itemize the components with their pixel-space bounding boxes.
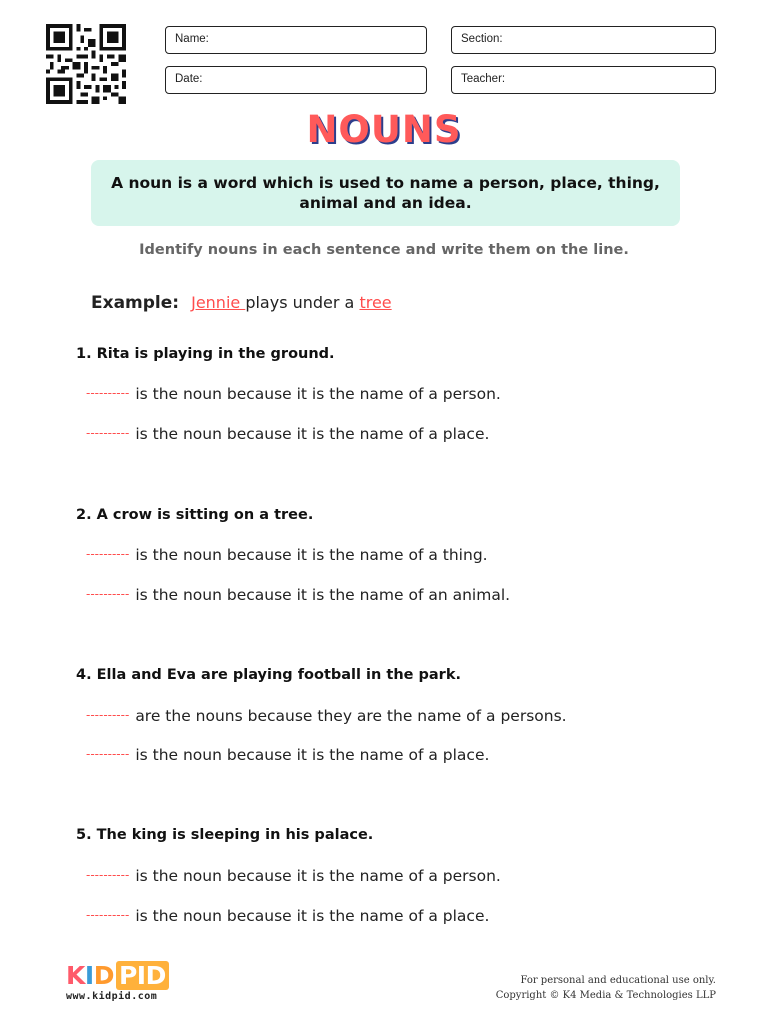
answer-line-text: is the noun because it is the name of an animal. [135, 586, 511, 604]
page-title: NOUNS [306, 108, 462, 151]
answer-line-text: is the noun because it is the name of a place. [135, 907, 490, 925]
answer-line-text: is the noun because it is the name of a person. [135, 385, 501, 403]
answer-line[interactable] [86, 586, 510, 604]
answer-line[interactable] [86, 425, 489, 443]
answer-blank[interactable]: ---------- [86, 547, 130, 561]
usage-note: For personal and educational use only. [520, 975, 716, 986]
date-field[interactable]: Date: [165, 66, 427, 94]
answer-line-text: are the nouns because they are the name of a persons. [135, 707, 567, 725]
answer-line[interactable] [86, 746, 489, 764]
answer-blank[interactable]: ---------- [86, 708, 130, 722]
definition-box: A noun is a word which is used to name a person, place, thing, animal and an idea. [91, 160, 680, 226]
answer-blank[interactable]: ---------- [86, 747, 130, 761]
answer-blank[interactable]: ---------- [86, 908, 130, 922]
section-field[interactable]: Section: [451, 26, 716, 54]
answer-line[interactable] [86, 707, 567, 725]
example-answer-tree: tree [359, 293, 392, 312]
copyright-note: Copyright © K4 Media & Technologies LLP [495, 990, 716, 1001]
question-4: 4. Ella and Eva are playing football in the park. [76, 667, 461, 683]
answer-blank[interactable]: ---------- [86, 868, 130, 882]
teacher-field[interactable]: Teacher: [451, 66, 716, 94]
answer-line-text: is the noun because it is the name of a place. [135, 746, 490, 764]
answer-line[interactable] [86, 546, 488, 564]
answer-line-text: is the noun because it is the name of a thing. [135, 546, 488, 564]
question-5: 5. The king is sleeping in his palace. [76, 827, 374, 843]
example-line [91, 293, 392, 313]
example-middle-text: plays under a [245, 293, 360, 312]
answer-blank[interactable]: ---------- [86, 386, 130, 400]
qr-code-icon [44, 24, 128, 104]
example-label: Example: [91, 293, 180, 313]
name-field[interactable]: Name: [165, 26, 427, 54]
answer-line-text: is the noun because it is the name of a person. [135, 867, 501, 885]
site-url: www.kidpid.com [66, 991, 158, 1002]
example-answer-jennie: Jennie [191, 293, 246, 312]
answer-blank[interactable]: ---------- [86, 426, 130, 440]
question-2: 2. A crow is sitting on a tree. [76, 507, 314, 523]
instruction-text: Identify nouns in each sentence and write them on the line. [139, 242, 629, 258]
answer-blank[interactable]: ---------- [86, 587, 130, 601]
answer-line-text: is the noun because it is the name of a place. [135, 425, 490, 443]
question-1: 1. Rita is playing in the ground. [76, 346, 335, 362]
kidpid-logo: KID PID [66, 961, 169, 990]
answer-line[interactable] [86, 385, 501, 403]
answer-line[interactable] [86, 867, 501, 885]
answer-line[interactable] [86, 907, 489, 925]
